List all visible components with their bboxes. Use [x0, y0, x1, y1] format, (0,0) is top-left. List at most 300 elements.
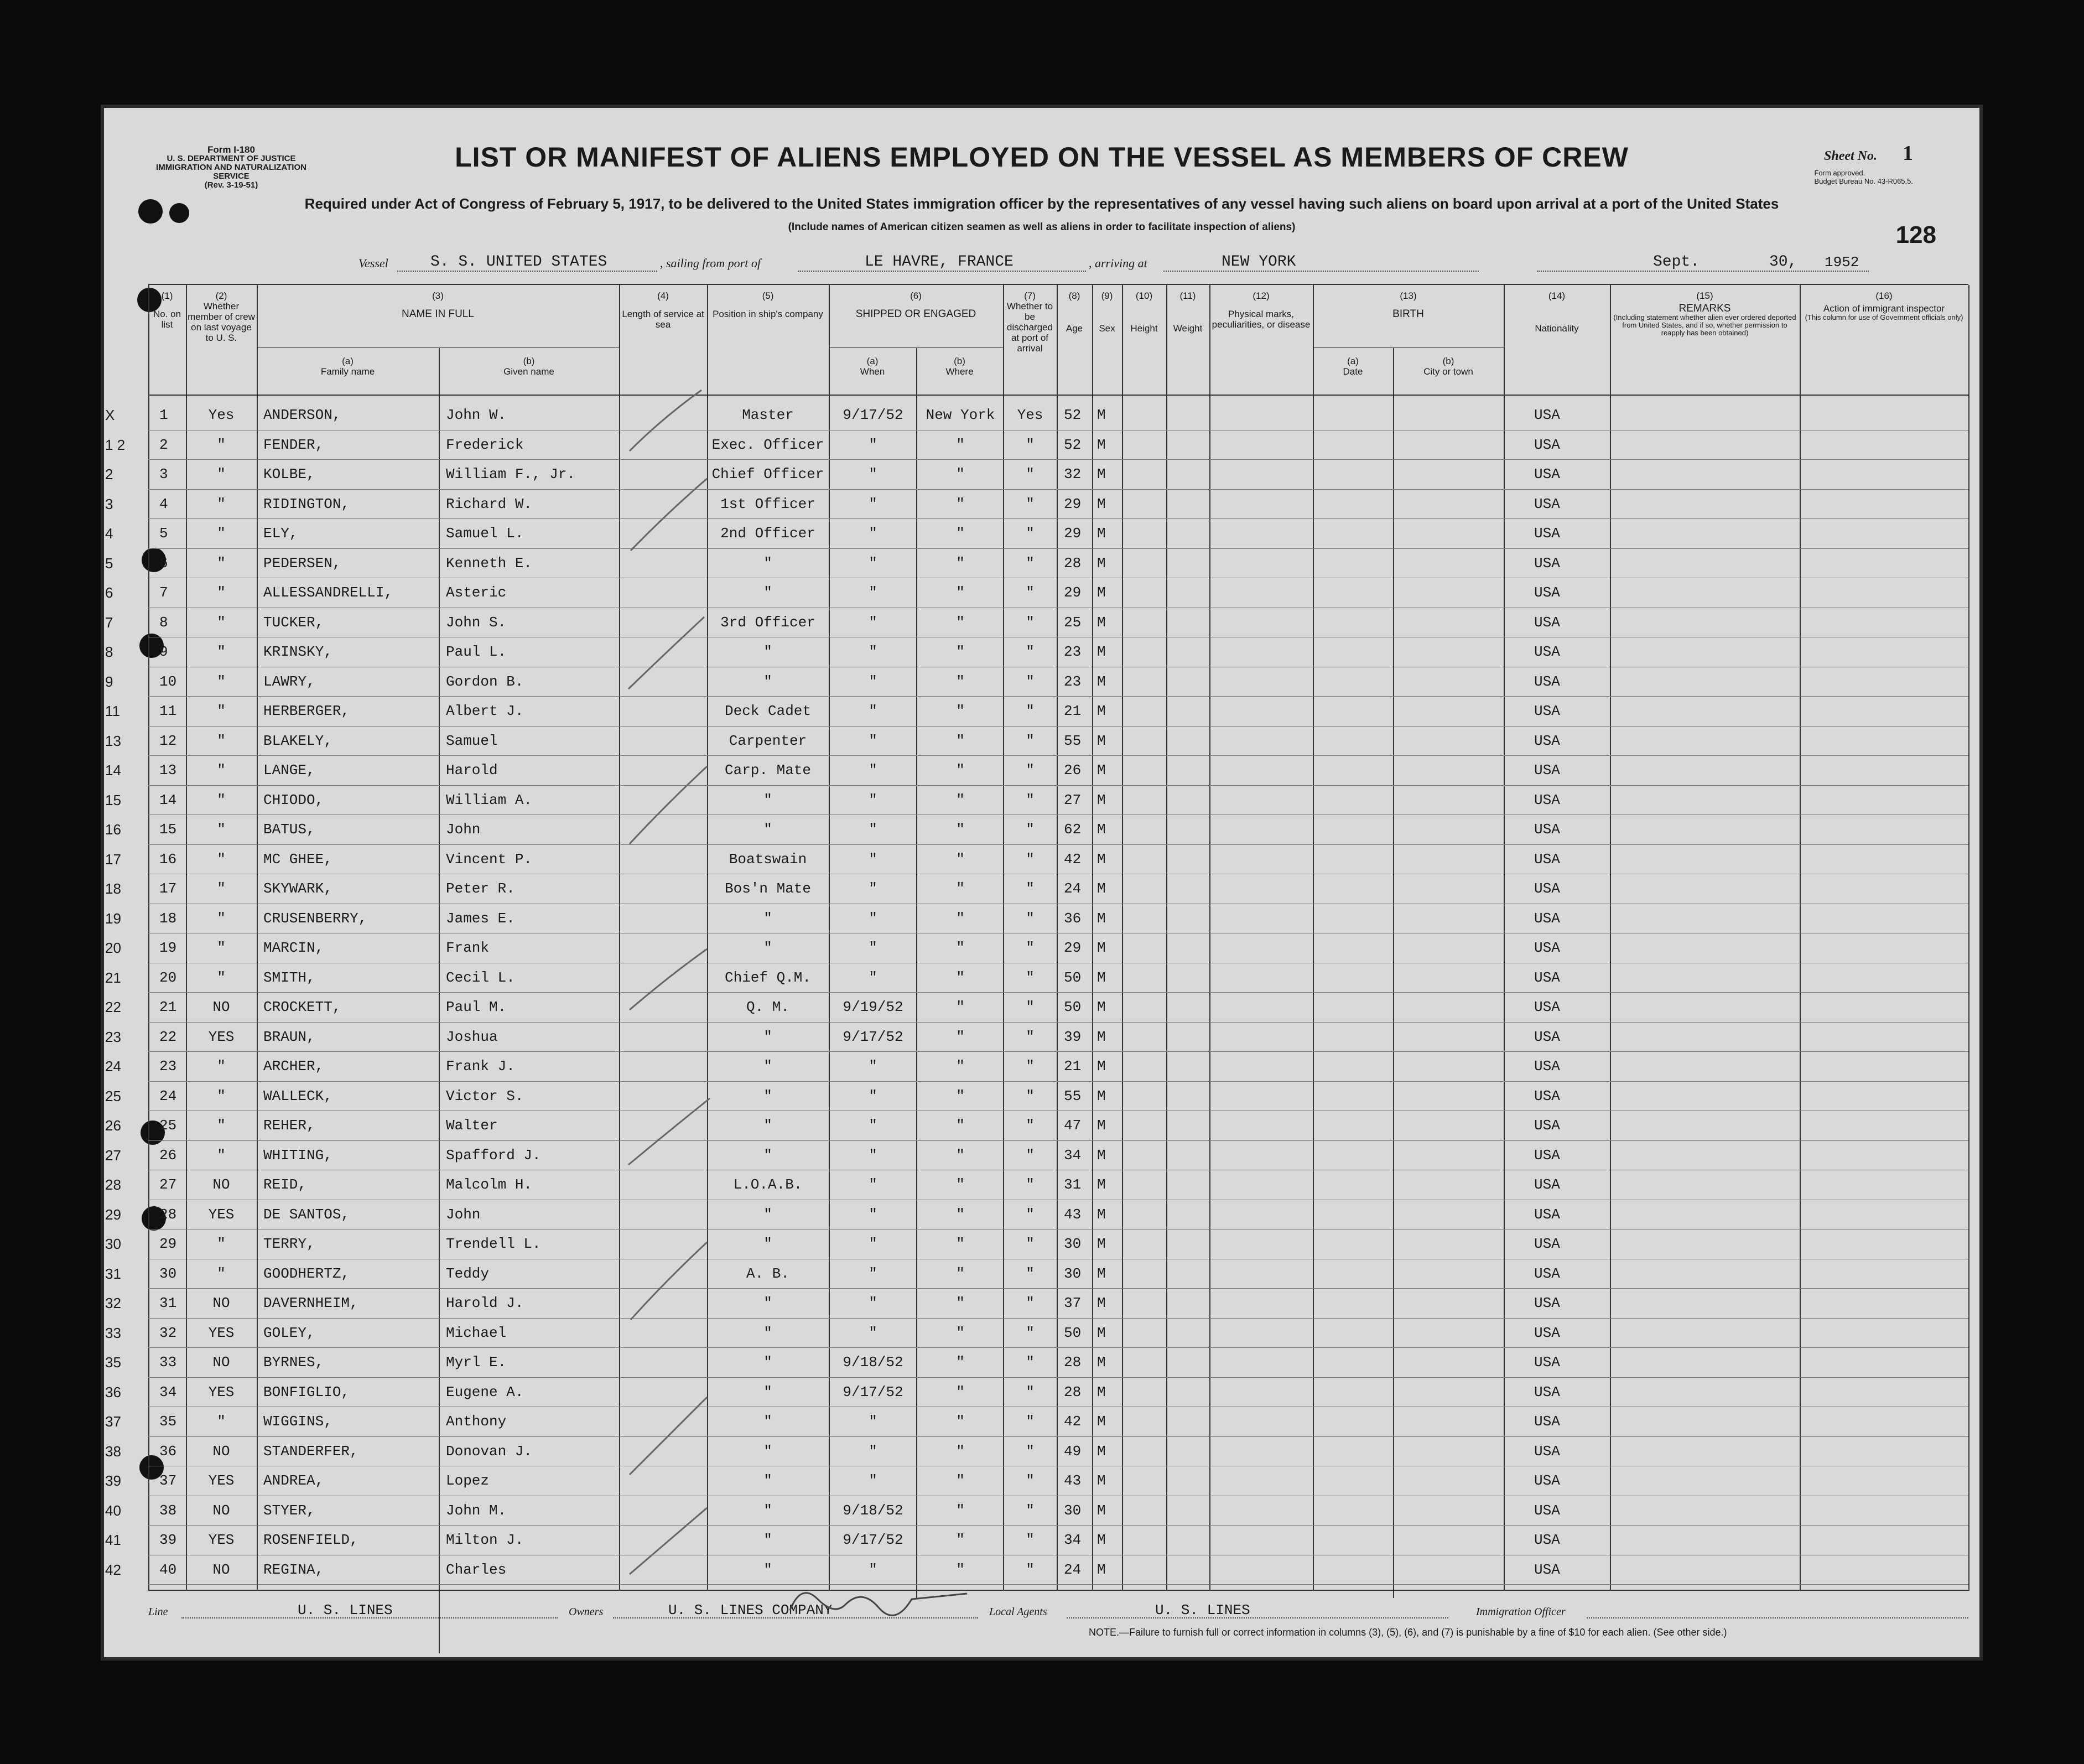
cell-nationality: USA: [1534, 969, 1560, 986]
cell-margin-number: 42: [105, 1561, 121, 1578]
cell-nationality: USA: [1534, 466, 1560, 482]
cell-shipped-when: ": [869, 1561, 877, 1578]
cell-family-name: TUCKER,: [263, 614, 324, 631]
cell-shipped-when: ": [869, 1472, 877, 1489]
cell-family-name: MC GHEE,: [263, 850, 332, 868]
cell-family-name: SKYWARK,: [263, 880, 332, 897]
cell-nationality: USA: [1534, 1117, 1560, 1134]
cell-crew-last-voyage: NO: [212, 1502, 230, 1519]
table-row: [104, 1289, 1952, 1319]
cell-list-number: 33: [159, 1354, 177, 1371]
cell-family-name: STANDERFER,: [263, 1443, 358, 1460]
cell-shipped-when: 9/17/52: [843, 407, 903, 423]
cell-family-name: MARCIN,: [263, 940, 324, 956]
cell-shipped-when: ": [869, 1206, 877, 1223]
cell-position: Chief Q.M.: [724, 969, 812, 986]
cell-sex: M: [1097, 703, 1106, 719]
cell-sex: M: [1097, 940, 1106, 956]
col-8-header: (8) Age: [1066, 290, 1083, 334]
cell-margin-number: 5: [105, 554, 113, 572]
cell-discharge: ": [1026, 584, 1035, 601]
cell-position: ": [763, 584, 772, 601]
cell-nationality: USA: [1534, 821, 1560, 838]
table-row: [104, 1230, 1952, 1260]
cell-discharge: ": [1026, 1443, 1035, 1460]
cell-list-number: 9: [159, 644, 168, 660]
cell-age: 28: [1064, 1354, 1082, 1371]
cell-discharge: ": [1026, 762, 1035, 779]
cell-position: ": [763, 554, 772, 572]
cell-shipped-when: ": [869, 1295, 877, 1311]
table-row: [104, 401, 1952, 431]
cell-discharge: ": [1026, 1383, 1035, 1400]
cell-shipped-where: ": [956, 999, 965, 1015]
cell-age: 52: [1064, 407, 1082, 423]
cell-crew-last-voyage: ": [217, 1413, 226, 1430]
cell-crew-last-voyage: ": [217, 1087, 226, 1104]
document-subtitle: Required under Act of Congress of February 5, 1917, to be delivered to the United States immigration officer by the representatives of any vessel having such aliens on board upon arrival at a port of the United States: [304, 195, 1779, 212]
cell-sex: M: [1097, 821, 1106, 838]
cell-family-name: CHIODO,: [263, 791, 324, 808]
line-label: Line: [148, 1606, 168, 1618]
cell-discharge: ": [1026, 821, 1035, 838]
cell-position: ": [763, 910, 772, 927]
cell-position: ": [763, 791, 772, 808]
cell-shipped-when: ": [869, 791, 877, 808]
cell-position: ": [763, 1354, 772, 1371]
cell-nationality: USA: [1534, 436, 1560, 453]
cell-position: ": [763, 1413, 772, 1430]
row-rule: [148, 1318, 1968, 1319]
cell-sex: M: [1097, 850, 1106, 868]
cell-family-name: WIGGINS,: [263, 1413, 332, 1430]
cell-shipped-where: ": [956, 1532, 965, 1548]
cell-family-name: PEDERSEN,: [263, 554, 341, 572]
cell-margin-number: 15: [105, 791, 121, 808]
cell-sex: M: [1097, 762, 1106, 779]
row-rule: [148, 785, 1968, 786]
cell-sex: M: [1097, 1146, 1106, 1164]
cell-family-name: KOLBE,: [263, 466, 315, 482]
cell-nationality: USA: [1534, 1561, 1560, 1578]
cell-family-name: ARCHER,: [263, 1058, 324, 1075]
cell-discharge: ": [1026, 940, 1035, 956]
col-14-header: (14) Nationality: [1535, 290, 1579, 334]
col-7-header: (7) Whether to be discharged at port of arrival: [1006, 290, 1053, 354]
cell-list-number: 12: [159, 732, 177, 749]
cell-nationality: USA: [1534, 554, 1560, 572]
row-rule: [148, 489, 1968, 490]
cell-age: 28: [1064, 554, 1082, 572]
cell-family-name: ANDERSON,: [263, 407, 341, 423]
cell-sex: M: [1097, 1176, 1106, 1193]
row-rule: [148, 1436, 1968, 1437]
cell-given-name: James E.: [446, 910, 515, 927]
cell-given-name: Gordon B.: [446, 673, 524, 690]
cell-list-number: 37: [159, 1472, 177, 1489]
cell-position: 1st Officer: [720, 495, 815, 512]
cell-margin-number: 14: [105, 762, 121, 779]
cell-age: 50: [1064, 969, 1082, 986]
cell-given-name: Cecil L.: [446, 969, 515, 986]
cell-crew-last-voyage: NO: [212, 1295, 230, 1311]
cell-margin-number: 32: [105, 1295, 121, 1311]
cell-given-name: Vincent P.: [446, 850, 533, 868]
cell-shipped-where: ": [956, 1502, 965, 1519]
cell-list-number: 8: [159, 614, 168, 631]
cell-list-number: 29: [159, 1236, 177, 1252]
cell-crew-last-voyage: YES: [208, 1383, 235, 1400]
cell-age: 55: [1064, 732, 1082, 749]
cell-crew-last-voyage: YES: [208, 1532, 235, 1548]
table-row: [104, 1023, 1952, 1053]
table-row: [104, 1348, 1952, 1378]
cell-age: 24: [1064, 1561, 1082, 1578]
cell-shipped-when: ": [869, 1087, 877, 1104]
cell-nationality: USA: [1534, 1532, 1560, 1548]
cell-crew-last-voyage: ": [217, 525, 226, 542]
cell-list-number: 28: [159, 1206, 177, 1223]
cell-age: 52: [1064, 436, 1082, 453]
cell-list-number: 11: [159, 703, 177, 719]
cell-margin-number: 4: [105, 525, 113, 542]
cell-age: 25: [1064, 614, 1082, 631]
cell-shipped-where: ": [956, 1295, 965, 1311]
cell-family-name: KRINSKY,: [263, 644, 332, 660]
cell-age: 50: [1064, 1324, 1082, 1341]
table-row: [104, 1408, 1952, 1438]
cell-crew-last-voyage: ": [217, 762, 226, 779]
cell-nationality: USA: [1534, 614, 1560, 631]
cell-shipped-when: ": [869, 584, 877, 601]
cell-discharge: ": [1026, 1295, 1035, 1311]
cell-family-name: LANGE,: [263, 762, 315, 779]
cell-shipped-where: ": [956, 1472, 965, 1489]
cell-family-name: BLAKELY,: [263, 732, 332, 749]
col-6b-header: (b) Where: [945, 356, 974, 377]
cell-discharge: ": [1026, 999, 1035, 1015]
cell-crew-last-voyage: ": [217, 466, 226, 482]
row-rule: [148, 755, 1968, 756]
cell-nationality: USA: [1534, 732, 1560, 749]
cell-discharge: ": [1026, 1058, 1035, 1075]
cell-given-name: John W.: [446, 407, 507, 423]
cell-position: ": [763, 1324, 772, 1341]
cell-shipped-when: ": [869, 732, 877, 749]
col-3-header: (3) NAME IN FULL: [402, 290, 474, 320]
sheet-number-label: Sheet No.: [1824, 149, 1877, 163]
cell-nationality: USA: [1534, 1502, 1560, 1519]
cell-crew-last-voyage: ": [217, 554, 226, 572]
cell-margin-number: X: [105, 407, 115, 423]
row-rule: [148, 696, 1968, 697]
cell-crew-last-voyage: ": [217, 436, 226, 453]
table-row: [104, 579, 1952, 609]
cell-age: 23: [1064, 644, 1082, 660]
cell-shipped-where: ": [956, 1117, 965, 1134]
cell-family-name: ROSENFIELD,: [263, 1532, 358, 1548]
cell-family-name: BATUS,: [263, 821, 315, 838]
cell-position: Q. M.: [746, 999, 790, 1015]
cell-nationality: USA: [1534, 1087, 1560, 1104]
cell-margin-number: 25: [105, 1087, 121, 1104]
cell-position: ": [763, 644, 772, 660]
owners-label: Owners: [569, 1606, 604, 1618]
table-row: [104, 756, 1952, 786]
cell-crew-last-voyage: ": [217, 791, 226, 808]
cell-position: 3rd Officer: [720, 614, 815, 631]
table-row: [104, 1112, 1952, 1142]
table-row: [104, 816, 1952, 845]
cell-given-name: Harold: [446, 762, 498, 779]
cell-list-number: 16: [159, 850, 177, 868]
cell-given-name: Donovan J.: [446, 1443, 533, 1460]
cell-margin-number: 9: [105, 673, 113, 690]
service-name: IMMIGRATION AND NATURALIZATION SERVICE: [156, 163, 306, 181]
cell-discharge: ": [1026, 644, 1035, 660]
cell-crew-last-voyage: ": [217, 614, 226, 631]
cell-nationality: USA: [1534, 1413, 1560, 1430]
cell-family-name: GOODHERTZ,: [263, 1265, 350, 1282]
cell-shipped-where: ": [956, 436, 965, 453]
cell-list-number: 25: [159, 1117, 177, 1134]
cell-given-name: Kenneth E.: [446, 554, 533, 572]
cell-sex: M: [1097, 791, 1106, 808]
cell-discharge: ": [1026, 1176, 1035, 1193]
cell-sex: M: [1097, 466, 1106, 482]
cell-given-name: Michael: [446, 1324, 507, 1341]
cell-discharge: ": [1026, 791, 1035, 808]
cell-discharge: ": [1026, 1324, 1035, 1341]
form-number: Form I-180: [207, 144, 255, 155]
table-row: [104, 520, 1952, 549]
signature-scribble: [784, 1577, 973, 1627]
col-4-header: (4) Length of service at sea: [622, 290, 704, 330]
row-rule: [148, 1525, 1968, 1526]
cell-position: Carp. Mate: [724, 762, 812, 779]
cell-crew-last-voyage: NO: [212, 1176, 230, 1193]
cell-discharge: ": [1026, 703, 1035, 719]
cell-nationality: USA: [1534, 999, 1560, 1015]
row-rule: [148, 1140, 1968, 1141]
cell-list-number: 13: [159, 762, 177, 779]
sailing-label: , sailing from port of: [660, 256, 761, 270]
cell-family-name: DAVERNHEIM,: [263, 1295, 358, 1311]
cell-list-number: 1: [159, 407, 168, 423]
cell-sex: M: [1097, 1265, 1106, 1282]
agents-value: U. S. LINES: [1155, 1602, 1250, 1618]
cell-discharge: ": [1026, 1087, 1035, 1104]
cell-position: Boatswain: [729, 850, 807, 868]
cell-shipped-where: ": [956, 644, 965, 660]
cell-family-name: DE SANTOS,: [263, 1206, 350, 1223]
cell-nationality: USA: [1534, 1028, 1560, 1045]
cell-given-name: Paul M.: [446, 999, 507, 1015]
cell-margin-number: 31: [105, 1265, 121, 1282]
cell-age: 55: [1064, 1087, 1082, 1104]
cell-age: 29: [1064, 584, 1082, 601]
cell-crew-last-voyage: ": [217, 703, 226, 719]
cell-shipped-where: ": [956, 1087, 965, 1104]
budget-line-2: Budget Bureau No. 43-R065.5.: [1814, 177, 1913, 185]
vessel-name: S. S. UNITED STATES: [430, 253, 607, 271]
cell-family-name: CRUSENBERRY,: [263, 910, 367, 927]
cell-shipped-when: ": [869, 1443, 877, 1460]
cell-list-number: 2: [159, 436, 168, 453]
cell-margin-number: 37: [105, 1413, 121, 1430]
cell-family-name: BRAUN,: [263, 1028, 315, 1045]
cell-margin-number: 11: [105, 703, 120, 719]
cell-list-number: 21: [159, 999, 177, 1015]
cell-sex: M: [1097, 1354, 1106, 1371]
cell-margin-number: 19: [105, 910, 121, 927]
col-16-header: (16) Action of immigrant inspector (This column for use of Government officials only): [1805, 290, 1963, 321]
cell-shipped-when: ": [869, 969, 877, 986]
cell-sex: M: [1097, 407, 1106, 423]
col-6a-header: (a) When: [860, 356, 885, 377]
table-row: [104, 964, 1952, 994]
row-rule: [148, 1347, 1968, 1348]
cell-sex: M: [1097, 732, 1106, 749]
cell-age: 50: [1064, 999, 1082, 1015]
arrival-month: Sept.: [1653, 253, 1700, 271]
table-row: [104, 431, 1952, 461]
pencil-marks: [624, 368, 713, 1585]
cell-shipped-where: ": [956, 1413, 965, 1430]
cell-list-number: 39: [159, 1532, 177, 1548]
table-row: [104, 1319, 1952, 1349]
cell-family-name: LAWRY,: [263, 673, 315, 690]
cell-margin-number: 28: [105, 1176, 121, 1193]
sheet-number: [1824, 141, 1913, 165]
cell-crew-last-voyage: ": [217, 850, 226, 868]
row-rule: [148, 1584, 1968, 1585]
cell-given-name: John: [446, 821, 481, 838]
cell-family-name: GOLEY,: [263, 1324, 315, 1341]
cell-crew-last-voyage: ": [217, 880, 226, 897]
cell-shipped-where: ": [956, 1236, 965, 1252]
cell-nationality: USA: [1534, 940, 1560, 956]
cell-shipped-where: ": [956, 910, 965, 927]
table-row: [104, 1526, 1952, 1556]
owners-value: U. S. LINES COMPANY: [668, 1602, 833, 1618]
cell-shipped-when: ": [869, 436, 877, 453]
cell-age: 30: [1064, 1502, 1082, 1519]
cell-given-name: Charles: [446, 1561, 507, 1578]
cell-margin-number: 33: [105, 1324, 121, 1341]
table-row: [104, 845, 1952, 875]
cell-shipped-when: 9/17/52: [843, 1383, 903, 1400]
cell-position: ": [763, 1028, 772, 1045]
cell-age: 31: [1064, 1176, 1082, 1193]
cell-crew-last-voyage: ": [217, 969, 226, 986]
cell-list-number: 31: [159, 1295, 177, 1311]
cell-age: 21: [1064, 1058, 1082, 1075]
row-rule: [148, 518, 1968, 519]
cell-crew-last-voyage: NO: [212, 1561, 230, 1578]
cell-shipped-where: ": [956, 1354, 965, 1371]
cell-position: ": [763, 1058, 772, 1075]
row-rule: [148, 548, 1968, 549]
cell-shipped-where: ": [956, 614, 965, 631]
cell-sex: M: [1097, 1532, 1106, 1548]
cell-nationality: USA: [1534, 762, 1560, 779]
table-row: [104, 1201, 1952, 1231]
cell-given-name: Harold J.: [446, 1295, 524, 1311]
cell-shipped-where: ": [956, 1176, 965, 1193]
cell-age: 36: [1064, 910, 1082, 927]
cell-discharge: ": [1026, 466, 1035, 482]
cell-list-number: 19: [159, 940, 177, 956]
sheet-number-value: 1: [1903, 142, 1913, 165]
cell-crew-last-voyage: ": [217, 732, 226, 749]
cell-margin-number: 30: [105, 1236, 121, 1252]
cell-family-name: REHER,: [263, 1117, 315, 1134]
cell-nationality: USA: [1534, 1146, 1560, 1164]
line-value: U. S. LINES: [298, 1602, 393, 1618]
cell-given-name: Peter R.: [446, 880, 515, 897]
cell-list-number: 38: [159, 1502, 177, 1519]
vessel-info: [358, 250, 1863, 272]
cell-given-name: Lopez: [446, 1472, 490, 1489]
cell-sex: M: [1097, 1443, 1106, 1460]
cell-shipped-where: ": [956, 821, 965, 838]
cell-margin-number: 16: [105, 821, 121, 838]
cell-discharge: ": [1026, 880, 1035, 897]
cell-sex: M: [1097, 554, 1106, 572]
cell-given-name: Richard W.: [446, 495, 533, 512]
cell-nationality: USA: [1534, 407, 1560, 423]
vessel-label: Vessel: [358, 256, 388, 270]
cell-family-name: ANDREA,: [263, 1472, 324, 1489]
cell-shipped-when: ": [869, 1413, 877, 1430]
budget-approval: [1814, 169, 1913, 185]
cell-nationality: USA: [1534, 1295, 1560, 1311]
cell-sex: M: [1097, 1413, 1106, 1430]
cell-position: ": [763, 1532, 772, 1548]
cell-crew-last-voyage: ": [217, 644, 226, 660]
cell-nationality: USA: [1534, 1206, 1560, 1223]
cell-shipped-when: 9/17/52: [843, 1028, 903, 1045]
cell-list-number: 32: [159, 1324, 177, 1341]
cell-shipped-where: ": [956, 495, 965, 512]
cell-shipped-where: ": [956, 1058, 965, 1075]
cell-position: ": [763, 673, 772, 690]
cell-crew-last-voyage: ": [217, 1146, 226, 1164]
cell-crew-last-voyage: ": [217, 673, 226, 690]
cell-margin-number: 13: [105, 732, 121, 749]
cell-nationality: USA: [1534, 880, 1560, 897]
cell-sex: M: [1097, 1383, 1106, 1400]
cell-shipped-when: 9/17/52: [843, 1532, 903, 1548]
cell-family-name: REID,: [263, 1176, 307, 1193]
cell-position: Deck Cadet: [724, 703, 812, 719]
cell-discharge: ": [1026, 495, 1035, 512]
cell-sex: M: [1097, 1295, 1106, 1311]
cell-age: 34: [1064, 1146, 1082, 1164]
budget-line-1: Form approved.: [1814, 169, 1865, 177]
cell-shipped-when: ": [869, 1265, 877, 1282]
cell-position: ": [763, 1383, 772, 1400]
cell-position: 2nd Officer: [720, 525, 815, 542]
table-row: [104, 460, 1952, 490]
cell-discharge: ": [1026, 1206, 1035, 1223]
cell-sex: M: [1097, 614, 1106, 631]
cell-list-number: 23: [159, 1058, 177, 1075]
table-row: [104, 1171, 1952, 1201]
cell-age: 27: [1064, 791, 1082, 808]
cell-given-name: Anthony: [446, 1413, 507, 1430]
